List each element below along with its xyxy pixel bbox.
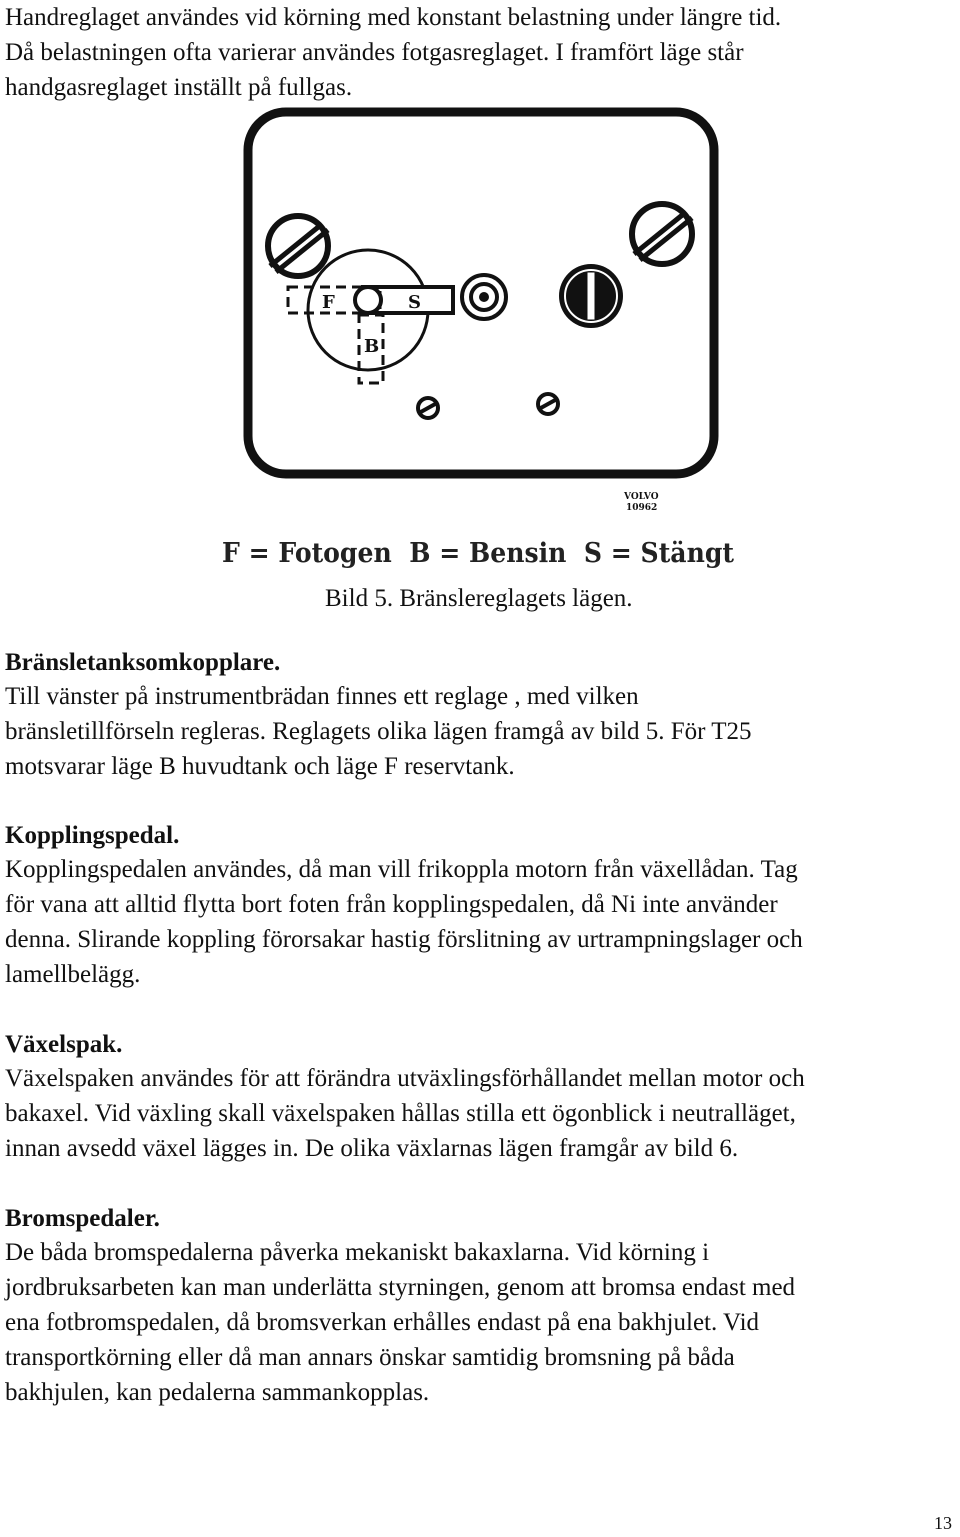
section-paragraph bbox=[5, 852, 955, 992]
label-f: F bbox=[322, 292, 335, 313]
section-heading: Bromspedaler. bbox=[5, 1205, 160, 1232]
section-paragraph bbox=[5, 1235, 955, 1410]
text-line: bränsletillförseln regleras. Reglagets olika lägen framgå av bild 5. För T25 bbox=[5, 718, 752, 745]
knob-ringed bbox=[462, 275, 506, 319]
screw-left bbox=[268, 216, 328, 276]
text-line: Då belastningen ofta varierar användes fotgasreglaget. I framfört läge står bbox=[5, 39, 744, 66]
figure-legend: F = Fotogen B = Bensin S = Stängt bbox=[222, 538, 735, 569]
text-line: motsvarar läge B huvudtank och läge F reservtank. bbox=[5, 753, 515, 780]
text-line: De båda bromspedalerna påverka mekaniskt bakaxlarna. Vid körning i bbox=[5, 1239, 710, 1266]
text-line: transportkörning eller då man annars önskar samtidig bromsning på båda bbox=[5, 1344, 735, 1371]
text-line: Kopplingspedalen användes, då man vill frikoppla motorn från växellådan. Tag bbox=[5, 856, 798, 883]
text-line: handgasreglaget inställt på fullgas. bbox=[5, 74, 353, 101]
section-heading: Växelspak. bbox=[5, 1031, 123, 1058]
knob-dark bbox=[559, 264, 623, 328]
text-line: ena fotbromspedalen, då bromsverkan erhålles endast på ena bakhjulet. Vid bbox=[5, 1309, 760, 1336]
text-line: jordbruksarbeten kan man underlätta styrningen, genom att bromsa endast med bbox=[5, 1274, 796, 1301]
text-line: Till vänster på instrumentbrädan finnes ett reglage , med vilken bbox=[5, 683, 639, 710]
label-b: B bbox=[364, 336, 380, 357]
page-number: 13 bbox=[934, 1513, 952, 1533]
figure-caption: Bild 5. Bränslereglagets lägen. bbox=[325, 585, 633, 612]
text-line: denna. Slirande koppling förorsakar hastig förslitning av urtrampningslager och bbox=[5, 926, 803, 953]
intro-paragraph bbox=[5, 0, 955, 105]
brand-name: VOLVO bbox=[624, 492, 659, 502]
text-line: bakaxel. Vid växling skall växelspaken hållas stilla ett ögonblick i neutralläget, bbox=[5, 1100, 796, 1127]
text-line: bakhjulen, kan pedalerna sammankopplas. bbox=[5, 1379, 430, 1406]
fuel-selector-drawing bbox=[218, 100, 740, 578]
label-s: S bbox=[408, 292, 421, 313]
section-heading: Kopplingspedal. bbox=[5, 822, 180, 849]
text-line: för vana att alltid flytta bort foten från kopplingspedalen, då Ni inte använder bbox=[5, 891, 778, 918]
screw-right bbox=[632, 204, 692, 264]
section-paragraph bbox=[5, 679, 955, 784]
text-line: lamellbelägg. bbox=[5, 961, 141, 988]
text-line: Handreglaget användes vid körning med konstant belastning under längre tid. bbox=[5, 4, 782, 31]
lever-hub bbox=[355, 287, 381, 313]
section-heading: Bränsletanksomkopplare. bbox=[5, 649, 281, 676]
text-line: innan avsedd växel lägges in. De olika växlarnas lägen framgår av bild 6. bbox=[5, 1135, 739, 1162]
fuel-selector-figure bbox=[218, 100, 740, 578]
brand-number: 10962 bbox=[626, 503, 658, 513]
small-screw-right bbox=[538, 394, 558, 414]
text-line: Växelspaken användes för att förändra utväxlingsförhållandet mellan motor och bbox=[5, 1065, 805, 1092]
small-screw-left bbox=[418, 398, 438, 418]
section-paragraph bbox=[5, 1061, 955, 1166]
